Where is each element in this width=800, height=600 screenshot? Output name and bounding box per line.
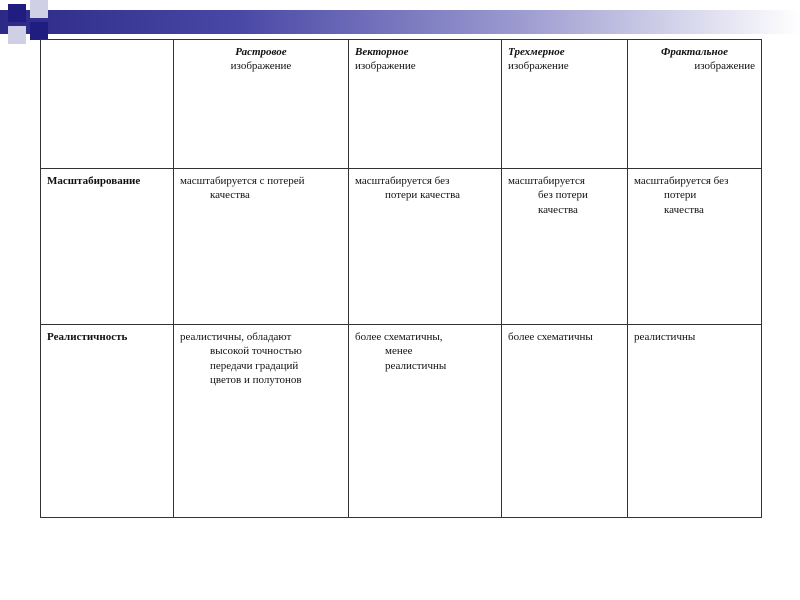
table-header-row bbox=[41, 40, 762, 169]
empty-corner-cell bbox=[41, 40, 174, 169]
decor-square bbox=[30, 0, 48, 18]
table-row bbox=[41, 325, 762, 518]
cell-text: качества bbox=[538, 203, 578, 216]
header-cell-raster bbox=[174, 40, 349, 169]
table-cell bbox=[502, 169, 628, 325]
decor-square bbox=[8, 26, 26, 44]
cell-text: масштабируется без bbox=[634, 175, 729, 187]
table-cell bbox=[628, 169, 762, 325]
table-cell bbox=[349, 325, 502, 518]
table-row bbox=[41, 169, 762, 325]
row-label-scaling: Масштабирование bbox=[41, 169, 174, 325]
cell-text: высокой точностью bbox=[210, 345, 302, 358]
header-title: Трехмерное bbox=[508, 46, 565, 58]
cell-text: масштабируется bbox=[508, 175, 585, 187]
header-cell-3d bbox=[502, 40, 628, 169]
header-subtitle: изображение bbox=[694, 60, 755, 73]
header-subtitle: изображение bbox=[355, 60, 416, 73]
cell-text: масштабируется без bbox=[355, 175, 450, 187]
header-title: Фрактальное bbox=[661, 46, 728, 58]
decor-square bbox=[8, 4, 26, 22]
table-cell bbox=[174, 169, 349, 325]
cell-text: реалистичны bbox=[634, 331, 696, 343]
header-cell-vector bbox=[349, 40, 502, 169]
cell-text: качества bbox=[210, 189, 250, 202]
header-subtitle: изображение bbox=[230, 60, 292, 73]
cell-text: реалистичны bbox=[385, 359, 447, 372]
cell-text: масштабируется с потерей bbox=[180, 175, 305, 187]
header-title: Растровое bbox=[235, 46, 287, 58]
comparison-table bbox=[40, 39, 762, 518]
cell-text: цветов и полутонов bbox=[210, 373, 302, 386]
row-label-realism: Реалистичность bbox=[41, 325, 174, 518]
header-title: Векторное bbox=[355, 46, 409, 58]
table-cell bbox=[502, 325, 628, 518]
header-cell-fractal bbox=[628, 40, 762, 169]
table-cell bbox=[628, 325, 762, 518]
header-subtitle: изображение bbox=[508, 60, 569, 73]
table-cell bbox=[174, 325, 349, 518]
cell-text: более схематичны bbox=[508, 331, 593, 343]
cell-text: потери bbox=[664, 189, 697, 202]
cell-text: реалистичны, обладают bbox=[180, 331, 292, 343]
cell-text: без потери bbox=[538, 189, 588, 202]
table-cell bbox=[349, 169, 502, 325]
cell-text: более схематичны, bbox=[355, 331, 443, 343]
decor-square bbox=[30, 22, 48, 40]
cell-text: передачи градаций bbox=[210, 359, 299, 372]
cell-text: менее bbox=[385, 345, 413, 358]
cell-text: потери качества bbox=[385, 189, 460, 202]
slide-header-bar bbox=[0, 10, 800, 34]
cell-text: качества bbox=[664, 203, 704, 216]
